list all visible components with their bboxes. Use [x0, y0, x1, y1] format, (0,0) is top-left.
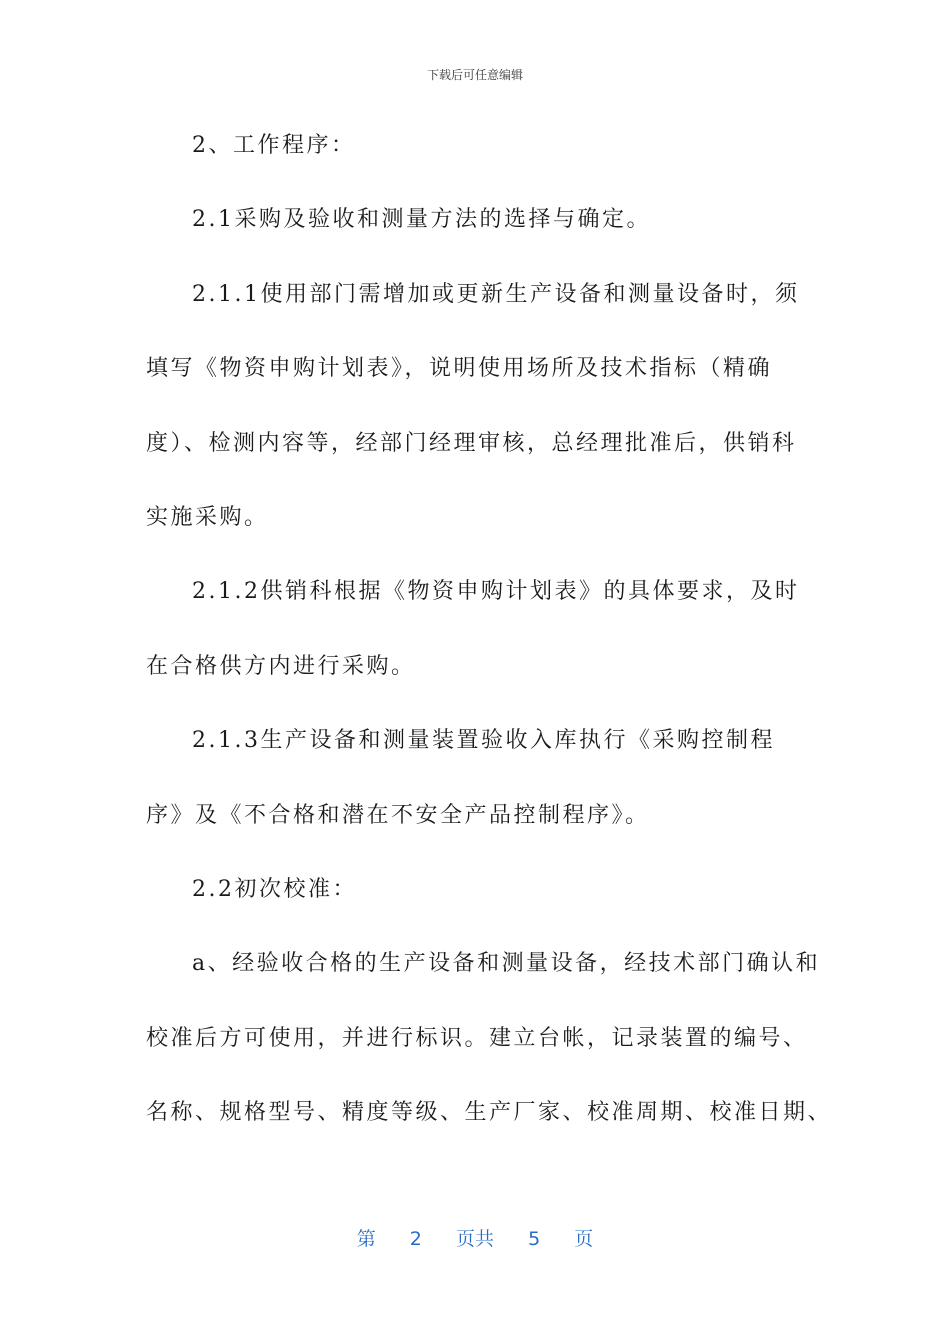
document-body: [146, 123, 833, 1164]
paragraph-line: 名称、规格型号、精度等级、生产厂家、校准周期、校准日期、: [146, 1100, 833, 1126]
section-heading: 2、工作程序：: [192, 133, 356, 158]
header-note: 下载后可任意编辑: [426, 68, 523, 82]
paragraph-line: 度）、检测内容等，经部门经理审核，总经理批准后，供销科: [146, 430, 797, 456]
subsection-heading: 2.2初次校准：: [192, 876, 357, 902]
paragraph-line: 填写《物资申购计划表》，说明使用场所及技术指标（精确: [146, 356, 773, 382]
total-pages-number: 5: [528, 1228, 541, 1250]
paragraph-line: 2.1.1使用部门需增加或更新生产设备和测量设备时，须: [192, 281, 800, 307]
current-page-number: 2: [409, 1228, 422, 1250]
paragraph-line: 在合格供方内进行采购。: [146, 653, 416, 679]
paragraph-line: 2.1.3生产设备和测量装置验收入库执行《采购控制程: [192, 728, 775, 754]
paragraph-line: 实施采购。: [146, 504, 269, 530]
footer-prefix: 第: [356, 1228, 376, 1250]
subsection-heading: 2.1采购及验收和测量方法的选择与确定。: [192, 207, 651, 233]
paragraph-line: 2.1.2供销科根据《物资申购计划表》的具体要求，及时: [192, 579, 800, 605]
paragraph-line: 校准后方可使用，并进行标识。建立台帐，记录装置的编号、: [146, 1025, 808, 1051]
paragraph-line: 序》及《不合格和潜在不安全产品控制程序》。: [146, 802, 650, 828]
paragraph-line: a、经验收合格的生产设备和测量设备，经技术部门确认和: [192, 951, 821, 977]
page-footer: [0, 1224, 950, 1251]
footer-middle: 页共: [455, 1228, 494, 1250]
footer-suffix: 页: [574, 1228, 594, 1250]
